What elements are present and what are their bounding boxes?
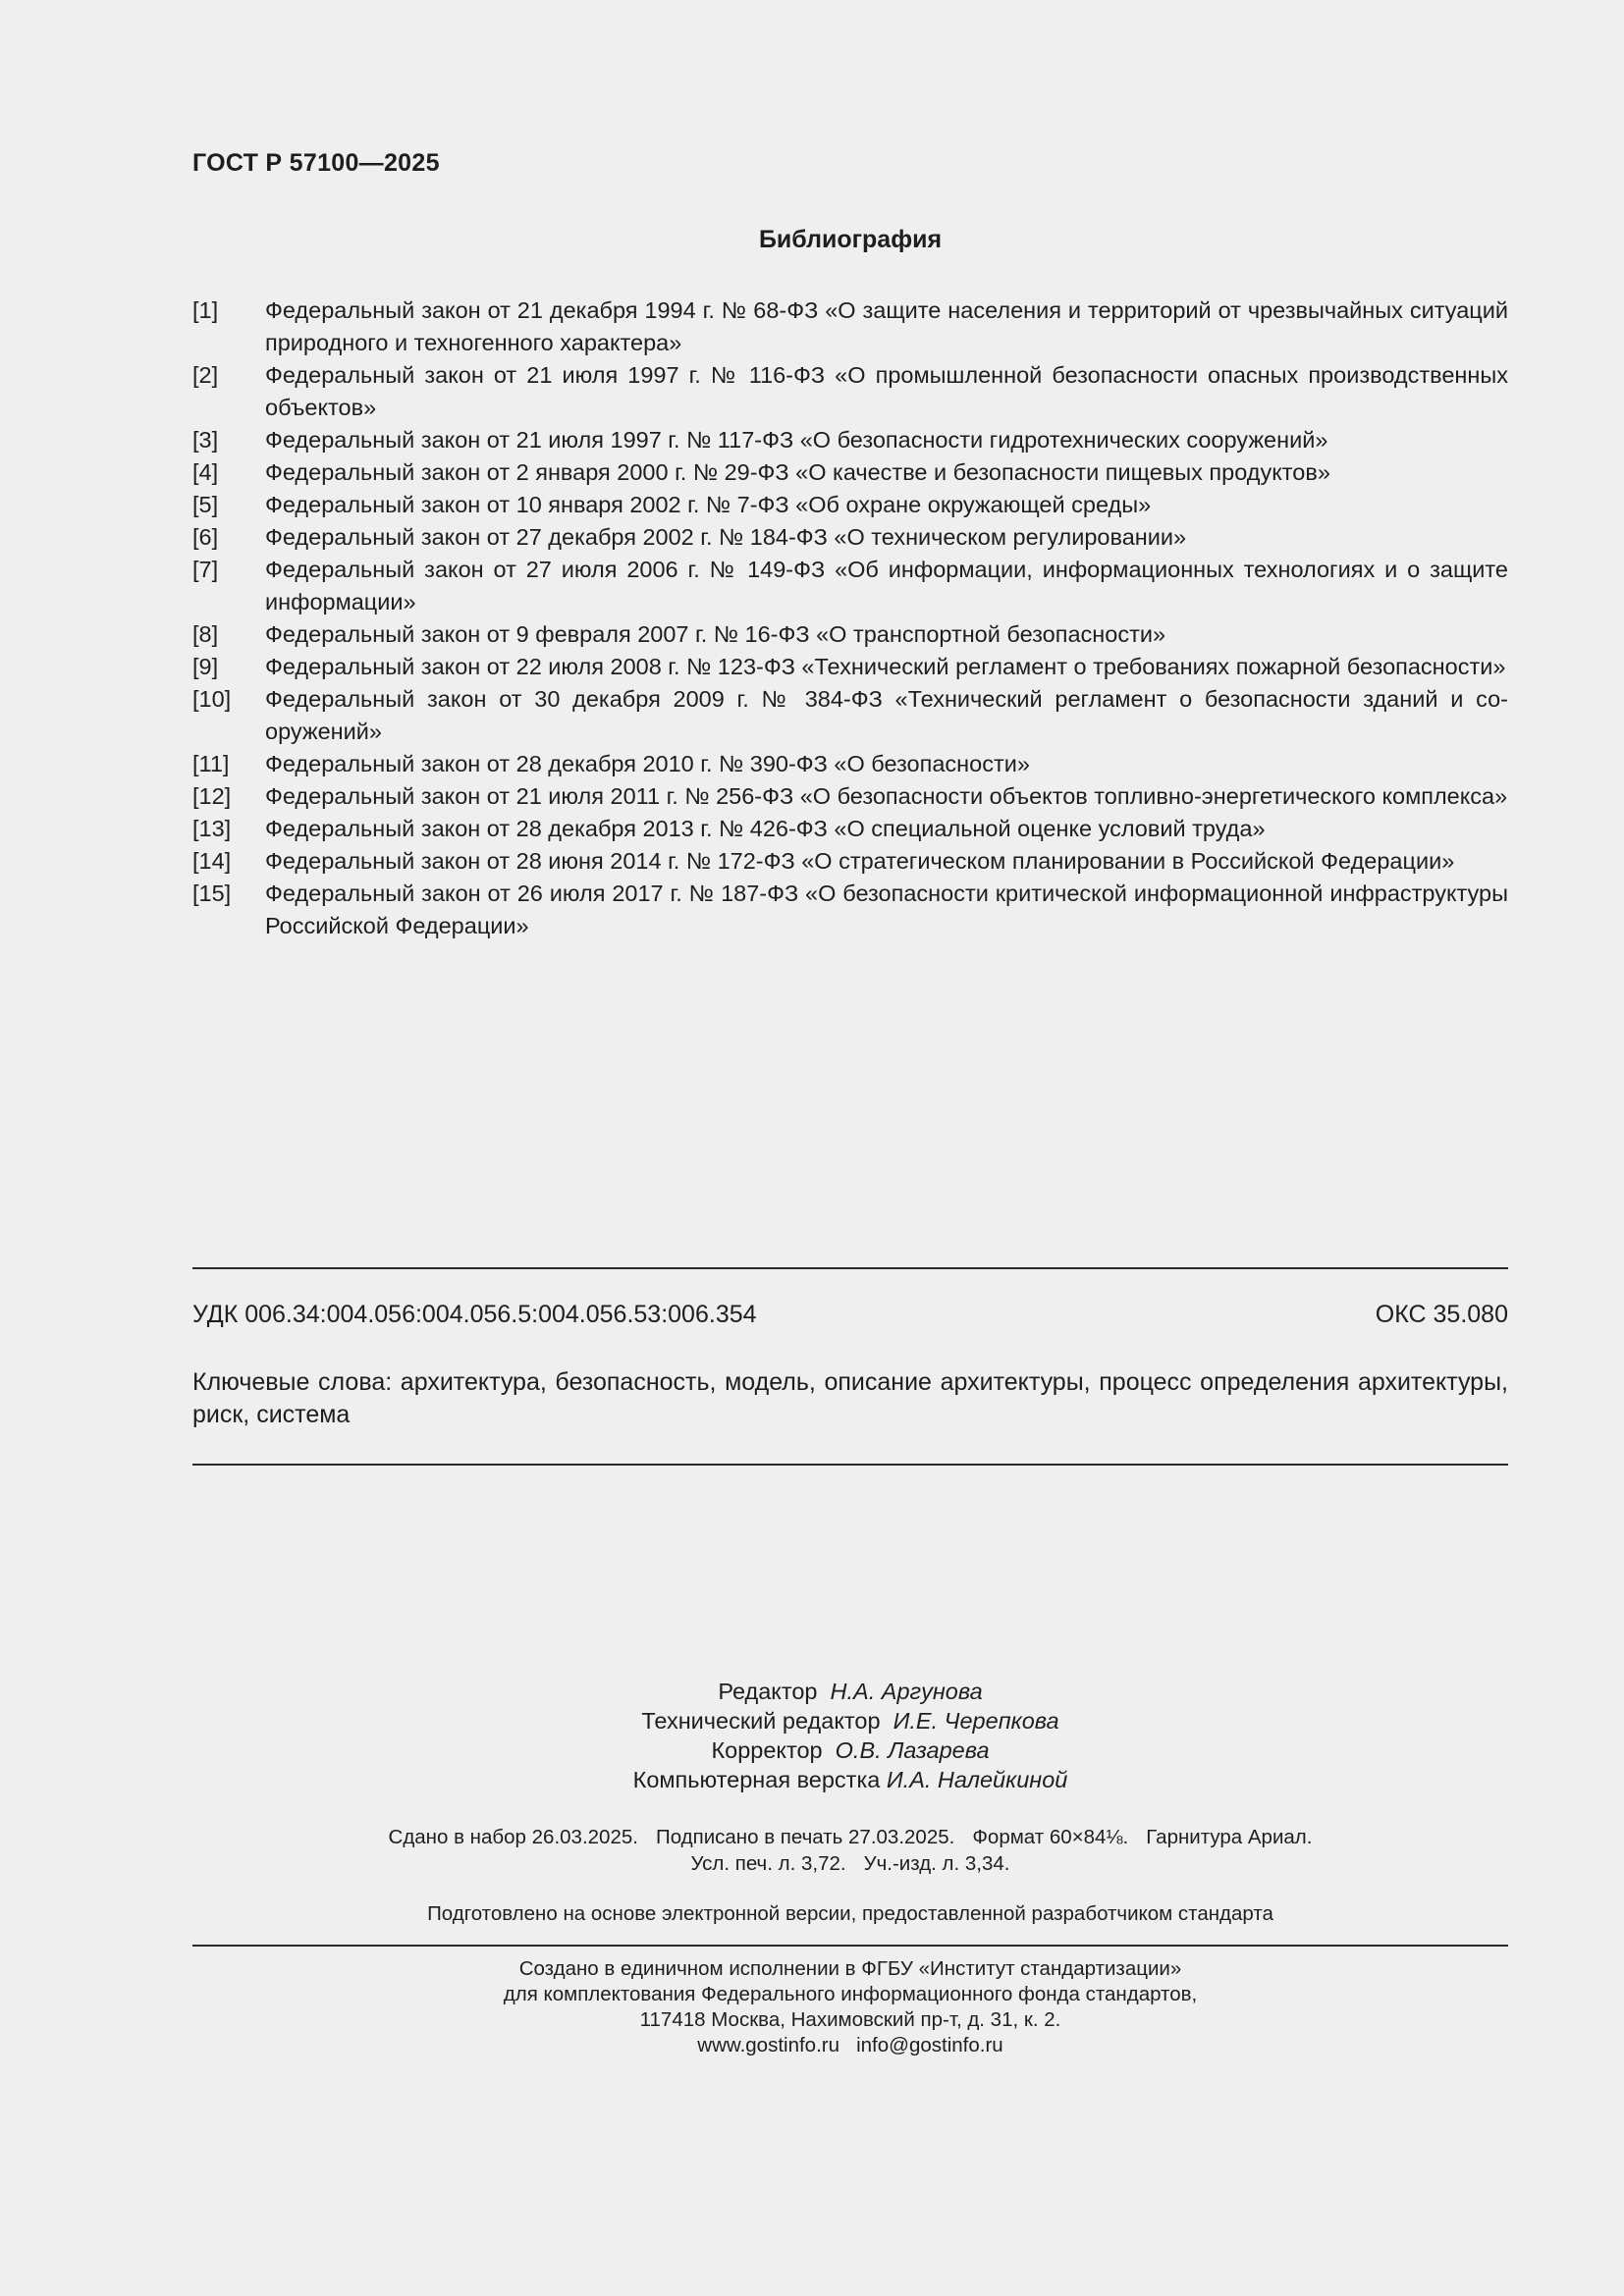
- item-text: Федеральный закон от 26 июля 2017 г. № 187-ФЗ «О безопасности критической информационной инфраструктуры Российской Федерации»: [265, 881, 1508, 938]
- item-number: [3]: [192, 427, 219, 453]
- publisher-address: 117418 Москва, Нахимовский пр-т, д. 31, к. 2.: [639, 2008, 1061, 2031]
- bibliography-item: [192, 521, 1508, 554]
- print-sheets: Усл. печ. л. 3,72.: [690, 1852, 846, 1875]
- bibliography-item: [192, 878, 1508, 942]
- top-divider: [192, 1267, 1508, 1269]
- item-text: Федеральный закон от 22 июля 2008 г. № 123-ФЗ «Технический регламент о требованиях пожарной безопасности»: [265, 654, 1506, 679]
- item-number: [7]: [192, 557, 219, 582]
- bibliography-list: [192, 294, 1508, 942]
- item-text: Федеральный закон от 28 декабря 2010 г. № 390-ФЗ «О безопасности»: [265, 751, 1030, 776]
- credit-name: И.А. Налейкиной: [886, 1767, 1068, 1792]
- signed-date: Подписано в печать 27.03.2025.: [655, 1826, 955, 1848]
- publisher-info: [192, 1956, 1508, 2058]
- website-link[interactable]: www.gostinfo.ru: [697, 2034, 839, 2056]
- bibliography-item: [192, 845, 1508, 878]
- item-text: Федеральный закон от 9 февраля 2007 г. № 16-ФЗ «О транспортной безопасности»: [265, 621, 1166, 647]
- item-text: Федеральный закон от 2 января 2000 г. № 29-ФЗ «О качестве и безопасности пищевых продуктов»: [265, 459, 1330, 485]
- publisher-line: Создано в единичном исполнении в ФГБУ «Институт стандартизации»: [518, 1957, 1182, 1980]
- imprint-line: [192, 1824, 1508, 1850]
- credit-role: Технический редактор: [641, 1708, 881, 1734]
- bibliography-item: [192, 651, 1508, 683]
- item-text: Федеральный закон от 10 января 2002 г. № 7-ФЗ «Об охране окружающей среды»: [265, 492, 1152, 517]
- item-number: [4]: [192, 459, 219, 485]
- bibliography-title: Библиография: [758, 226, 943, 253]
- typeface: Гарнитура Ариал.: [1146, 1826, 1313, 1848]
- item-number: [6]: [192, 524, 219, 550]
- credit-role: Корректор: [711, 1737, 823, 1763]
- item-number: [13]: [192, 816, 232, 841]
- item-text: Федеральный закон от 21 июля 2011 г. № 256-ФЗ «О безопасности объектов топливно-энергетического комплекса»: [265, 783, 1508, 809]
- item-number: [11]: [192, 751, 230, 776]
- publisher-line: для комплектования Федерального информационного фонда стандартов,: [503, 1983, 1198, 2005]
- bottom-divider: [192, 1464, 1508, 1466]
- item-number: [14]: [192, 848, 232, 874]
- publishing-sheets: Уч.-изд. л. 3,34.: [863, 1852, 1010, 1875]
- credit-line: [192, 1735, 1508, 1765]
- bibliography-item: [192, 456, 1508, 489]
- standard-code: ГОСТ Р 57100—2025: [192, 149, 440, 177]
- item-text: Федеральный закон от 30 декабря 2009 г. № 384-ФЗ «Технический регламент о безопасности зданий и сооружений»: [265, 686, 1508, 744]
- publisher-divider: [192, 1945, 1508, 1947]
- item-text: Федеральный закон от 27 декабря 2002 г. № 184-ФЗ «О техническом регулировании»: [265, 524, 1187, 550]
- item-text: Федеральный закон от 28 декабря 2013 г. № 426-ФЗ «О специальной оценке условий труда»: [265, 816, 1266, 841]
- item-number: [2]: [192, 362, 219, 388]
- item-text: Федеральный закон от 21 июля 1997 г. № 117-ФЗ «О безопасности гидротехнических сооружений»: [265, 427, 1328, 453]
- bibliography-item: [192, 424, 1508, 456]
- oks-code: ОКС 35.080: [1375, 1301, 1508, 1328]
- bibliography-item: [192, 780, 1508, 813]
- paper-format: Формат 60×84⅛.: [972, 1826, 1129, 1848]
- imprint-info: [192, 1824, 1508, 1877]
- bibliography-item: [192, 813, 1508, 845]
- credit-name: Н.А. Аргунова: [830, 1679, 983, 1704]
- item-number: [10]: [192, 686, 232, 712]
- credit-role: Компьютерная верстка: [632, 1767, 881, 1792]
- item-number: [12]: [192, 783, 232, 809]
- udc-code: УДК 006.34:004.056:004.056.5:004.056.53:006.354: [192, 1301, 757, 1328]
- publisher-contacts: [192, 2033, 1508, 2058]
- prepared-note: Подготовлено на основе электронной версии, предоставленной разработчиком стандарта: [427, 1902, 1273, 1925]
- imprint-line: [192, 1850, 1508, 1877]
- credit-role: Редактор: [718, 1679, 818, 1704]
- item-text: Федеральный закон от 21 июля 1997 г. № 116-ФЗ «О промышленной безопасности опасных производственных объектов»: [265, 362, 1508, 420]
- item-number: [8]: [192, 621, 219, 647]
- classification-row: [192, 1301, 1508, 1329]
- item-number: [15]: [192, 881, 232, 906]
- item-number: [1]: [192, 297, 219, 323]
- credit-line: [192, 1677, 1508, 1706]
- bibliography-item: [192, 618, 1508, 651]
- credit-line: [192, 1765, 1508, 1794]
- submitted-date: Сдано в набор 26.03.2025.: [388, 1826, 638, 1848]
- credit-name: И.Е. Черепкова: [893, 1708, 1059, 1734]
- bibliography-item: [192, 748, 1508, 780]
- item-text: Федеральный закон от 28 июня 2014 г. № 172-ФЗ «О стратегическом планировании в Российской Федерации»: [265, 848, 1455, 874]
- item-text: Федеральный закон от 21 декабря 1994 г. № 68-ФЗ «О защите населения и территорий от чрезвычайных ситуаций природного и техногенного характера»: [265, 297, 1508, 355]
- editorial-credits: [192, 1677, 1508, 1794]
- bibliography-item: [192, 359, 1508, 424]
- credit-line: [192, 1706, 1508, 1735]
- bibliography-item: [192, 294, 1508, 359]
- email-link[interactable]: info@gostinfo.ru: [856, 2034, 1003, 2056]
- bibliography-item: [192, 489, 1508, 521]
- credit-name: О.В. Лазарева: [835, 1737, 990, 1763]
- item-text: Федеральный закон от 27 июля 2006 г. № 149-ФЗ «Об информации, информационных технологиях и о защите информации»: [265, 557, 1508, 614]
- bibliography-item: [192, 554, 1508, 618]
- item-number: [5]: [192, 492, 219, 517]
- bibliography-item: [192, 683, 1508, 748]
- keywords: Ключевые слова: архитектура, безопасность, модель, описание архитектуры, процесс определения архитектуры, риск, система: [192, 1368, 1508, 1428]
- item-number: [9]: [192, 654, 219, 679]
